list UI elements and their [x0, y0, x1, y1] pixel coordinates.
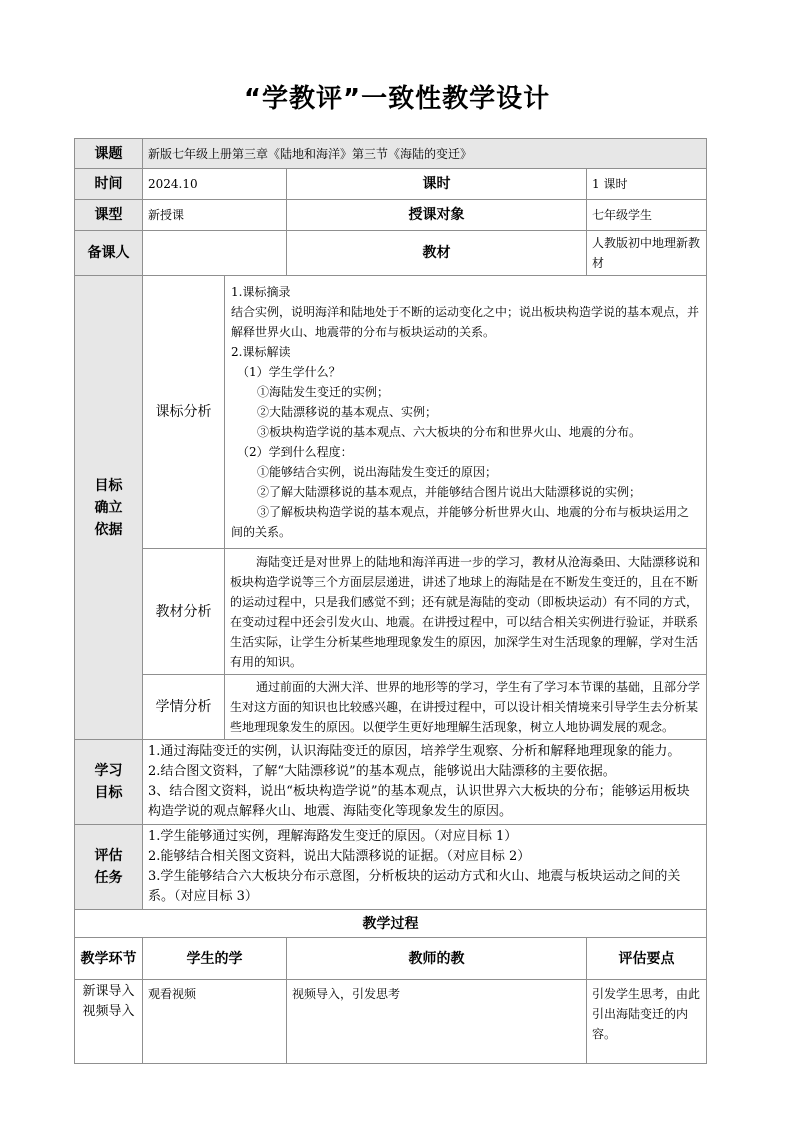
process-header-student: 学生的学: [143, 938, 287, 980]
curriculum-line: 结合实例，说明海洋和陆地处于不断的运动变化之中；说出板块构造学说的基本观点，并解释世界火山、地震带的分布与板块运动的关系。: [231, 305, 700, 339]
process-stage: 新课导入 视频导入: [75, 980, 143, 1064]
curriculum-line: ①能够结合实例，说出海陆发生变迁的原因；: [257, 465, 498, 479]
row-topic: [75, 139, 707, 169]
objectives-label: 学习目标: [75, 740, 143, 825]
assessment-item: 1.学生能够通过实例，理解海路发生变迁的原因。（对应目标 1）: [148, 829, 518, 844]
type-label: 课型: [75, 200, 143, 231]
row-textbook: [75, 549, 707, 675]
audience-value: 七年级学生: [587, 200, 707, 231]
curriculum-label: 课标分析: [143, 276, 225, 549]
objective-item: 1.通过海陆变迁的实例，认识海陆变迁的原因，培养学生观察、分析和解释地理现象的能力。: [148, 744, 681, 759]
topic-value: 新版七年级上册第三章《陆地和海洋》第三节《海陆的变迁》: [143, 139, 707, 169]
audience-label: 授课对象: [287, 200, 587, 231]
type-value: 新授课: [143, 200, 287, 231]
process-header-stage: 教学环节: [75, 938, 143, 980]
process-row: [75, 980, 707, 1064]
curriculum-line: ③板块构造学说的基本观点、六大板块的分布和世界火山、地震的分布。: [257, 425, 642, 439]
material-label: 教材: [287, 231, 587, 276]
time-value: 2024.10: [143, 169, 287, 200]
assessment-list: [148, 827, 701, 907]
process-header-eval: 评估要点: [587, 938, 707, 980]
process-student: 观看视频: [143, 980, 287, 1064]
row-preparer: [75, 231, 707, 276]
time-label: 时间: [75, 169, 143, 200]
topic-label: 课题: [75, 139, 143, 169]
row-process-headers: [75, 938, 707, 980]
row-process-title: [75, 910, 707, 938]
curriculum-line: （2）学到什么程度：: [237, 445, 353, 459]
curriculum-line: ③了解板块构造学说的基本观点，并能够分析世界火山、地震的分布与板块运用之间的关系。: [231, 505, 690, 539]
curriculum-line: 1.课标摘录: [231, 285, 291, 299]
objectives-list: [148, 742, 701, 822]
document-title: “学教评”一致性教学设计: [243, 84, 551, 114]
preparer-label: 备课人: [75, 231, 143, 276]
hours-value: 1 课时: [587, 169, 707, 200]
assessment-label: 评估任务: [75, 825, 143, 910]
process-teacher: 视频导入，引发思考: [287, 980, 587, 1064]
material-value: 人教版初中地理新教材: [587, 231, 707, 276]
learner-label: 学情分析: [143, 675, 225, 740]
assessment-item: 3.学生能够结合六大板块分布示意图，分析板块的运动方式和火山、地震与板块运动之间的关系。（对应目标 3）: [148, 869, 681, 904]
process-header-teacher: 教师的教: [287, 938, 587, 980]
learner-analysis: 通过前面的大洲大洋、世界的地形等的学习，学生有了学习本节课的基础，且部分学生对这方面的知识也比较感兴趣，在讲授过程中，可以设计相关情境来引导学生去分析某些地理现象发生的原因。以便学生更好地理解生活现象，树立人地协调发展的观念。: [225, 675, 707, 740]
process-eval: 引发学生思考，由此引出海陆变迁的内容。: [587, 980, 707, 1064]
textbook-analysis: 海陆变迁是对世界上的陆地和海洋再进一步的学习，教材从沧海桑田、大陆漂移说和板块构造学说等三个方面层层递进，讲述了地球上的海陆是在不断发生变迁的，且在不断的运动过程中，只是我们感觉不到；还有就是海陆的变动（即板块运动）有不同的方式，在变动过程中还会引发火山、地震。在讲授过程中，可以结合相关实例进行验证，并联系生活实际，让学生分析某些地理现象发生的原因，加深学生对生活现象的理解，学对生活有用的知识。: [225, 549, 707, 675]
curriculum-line: ②大陆漂移说的基本观点、实例；: [257, 405, 438, 419]
row-time: [75, 169, 707, 200]
objective-item: 2.结合图文资料，了解“大陆漂移说”的基本观点，能够说出大陆漂移的主要依据。: [148, 764, 616, 779]
curriculum-line: ②了解大陆漂移说的基本观点，并能够结合图片说出大陆漂移说的实例；: [257, 485, 642, 499]
curriculum-line: （1）学生学什么？: [237, 365, 341, 379]
process-title: 教学过程: [75, 910, 707, 938]
preparer-value: [143, 231, 287, 276]
assessment-item: 2.能够结合相关图文资料，说出大陆漂移说的证据。（对应目标 2）: [148, 849, 531, 864]
row-assessment: [75, 825, 707, 910]
curriculum-analysis: [231, 282, 700, 542]
textbook-label: 教材分析: [143, 549, 225, 675]
objective-item: 3、结合图文资料，说出“板块构造学说”的基本观点，认识世界六大板块的分布；能够运用板块构造学说的观点解释火山、地震、海陆变化等现象发生的原因。: [148, 784, 690, 819]
row-objectives: [75, 740, 707, 825]
lesson-plan-table: [74, 138, 707, 1064]
basis-label: 目标确立依据: [75, 276, 143, 740]
row-learner: [75, 675, 707, 740]
row-type: [75, 200, 707, 231]
curriculum-line: 2.课标解读: [231, 345, 291, 359]
curriculum-line: ①海陆发生变迁的实例；: [257, 385, 390, 399]
hours-label: 课时: [287, 169, 587, 200]
row-curriculum: [75, 276, 707, 549]
